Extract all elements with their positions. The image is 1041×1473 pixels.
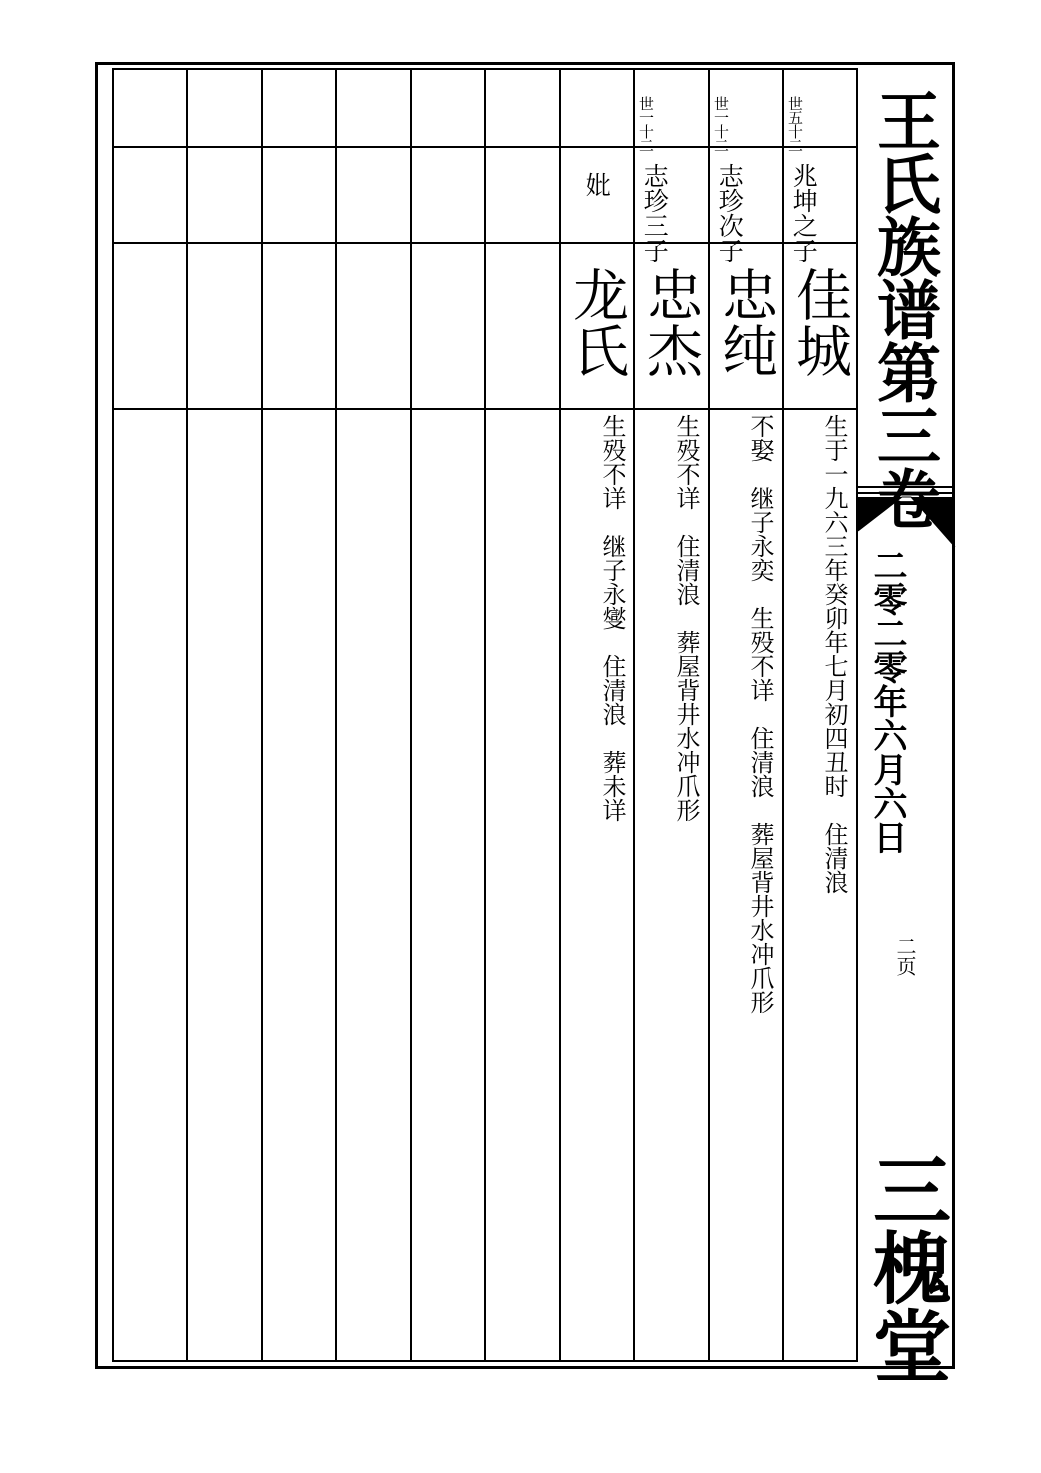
relation-label: 志珍次子 <box>715 163 745 263</box>
publication-date: 二零二零年六月六日 <box>867 548 907 854</box>
book-title: 王氏族谱第三卷 <box>866 88 941 529</box>
relation-label: 志珍三子 <box>640 163 670 263</box>
column-divider <box>708 68 710 1362</box>
person-name: 龙氏 <box>564 266 629 378</box>
relation-label: 兆坤之子 <box>789 163 819 263</box>
person-name: 忠纯 <box>713 266 778 378</box>
generation-label: 世一十二 <box>637 96 655 152</box>
column-divider <box>410 68 412 1362</box>
column-divider <box>335 68 337 1362</box>
column-divider <box>186 68 188 1362</box>
person-name: 佳城 <box>787 266 852 378</box>
person-details: 不娶 继子永奕 生殁不详 住清浪 葬屋背井水冲爪形 <box>746 414 774 1014</box>
hall-name: 三槐堂 <box>860 1150 951 1384</box>
row-divider-generation <box>112 146 858 148</box>
column-divider <box>559 68 561 1362</box>
page-number: 二页 <box>893 936 917 976</box>
column-divider <box>261 68 263 1362</box>
generation-label: 世五十二 <box>786 96 804 152</box>
person-details: 生殁不详 继子永燮 住清浪 葬未详 <box>598 414 626 822</box>
person-details: 生殁不详 住清浪 葬屋背井水冲爪形 <box>672 414 700 822</box>
row-divider-relation <box>112 242 858 244</box>
row-divider-name <box>112 408 858 410</box>
column-divider <box>782 68 784 1362</box>
person-name: 忠杰 <box>638 266 703 378</box>
person-details: 生于一九六三年癸卯年七月初四丑时 住清浪 <box>820 414 848 894</box>
column-divider <box>484 68 486 1362</box>
column-divider <box>633 68 635 1362</box>
relation-label: 妣 <box>582 172 612 197</box>
generation-label: 世一十二 <box>712 96 730 152</box>
